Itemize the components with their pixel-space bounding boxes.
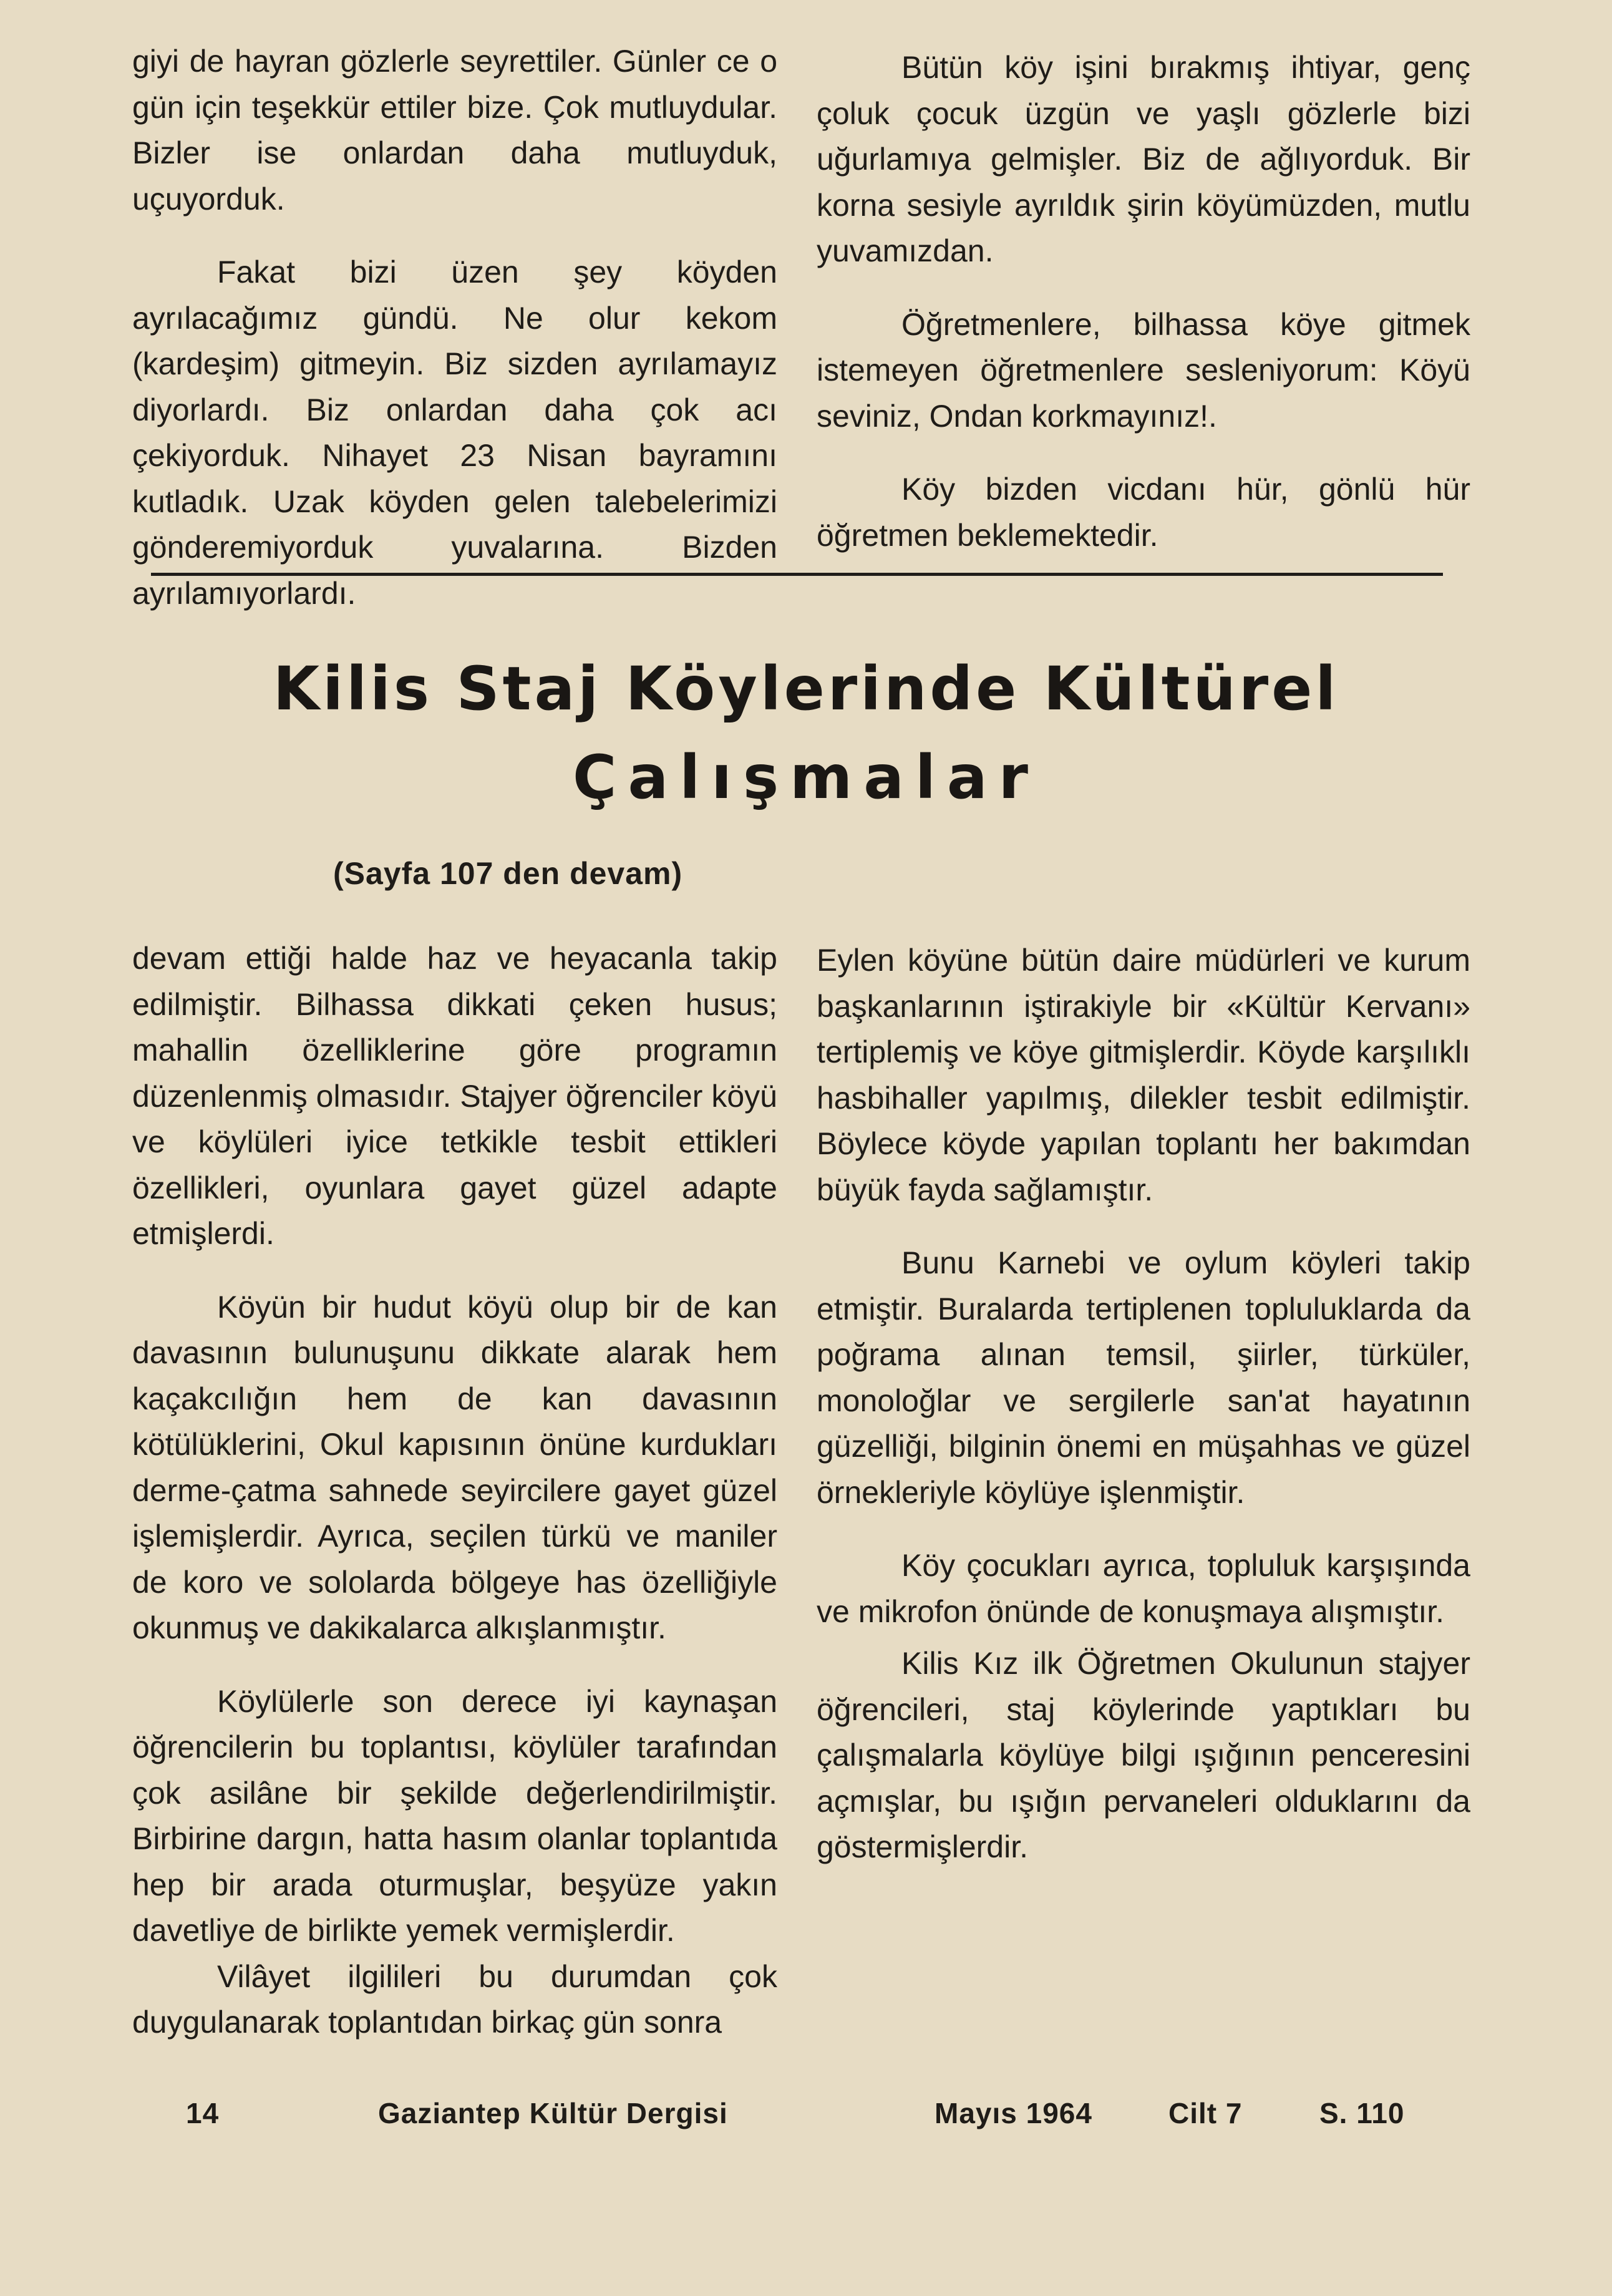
paragraph: Köyün bir hudut köyü olup bir de kan davasının bulunuşunu dikkate alarak hem kaçakcılığın hem de kan davasının kötülüklerini, Okul kapısının önüne kurdukları derme-çatma sahnede seyircilere gayet güzel işlemişlerdir. Ayrıca, seçilen türkü ve maniler de koro ve sololarda bölgeye has özelliğiyle okunmuş ve dakikalarca alkışlanmıştır. [132, 1289, 777, 1645]
paragraph: Vilâyet ilgilileri bu durumdan çok duygulanarak toplantıdan birkaç gün sonra [132, 1958, 777, 2040]
paragraph: Eylen köyüne bütün daire müdürleri ve kurum başkanlarının iştirakiyle bir «Kültür Kervanı» tertiplemiş ve köye gitmişlerdir. Köyde karşılıklı hasbihaller yapılmış, dilekler tesbit edilmiştir. Böylece köyde yapılan toplantı her bakımdan büyük fayda sağlamıştır. [817, 943, 1470, 1207]
section-divider-left [151, 573, 799, 576]
top-left-column [132, 39, 777, 616]
paragraph: Fakat bizi üzen şey köyden ayrılacağımız gündü. Ne olur kekom (kardeşim) gitmeyin. Biz sizden ayrılamayız diyorlardı. Biz onlardan daha çok acı çekiyorduk. Nihayet 23 Nisan bayramını kutladık. Uzak köyden gelen talebelerimizi gönderemiyorduk yuvalarına. Bizden ayrılamıyorlardı. [132, 255, 777, 611]
paragraph: devam ettiği halde haz ve heyacanla takip edilmiştir. Bilhassa dikkati çeken husus; mahallin özelliklerine göre programın düzenlenmiş olmasıdır. Stajyer öğrenciler köyü ve köylüleri iyice tetkikle tesbit ettikleri özellikleri, oyunlara gayet güzel adapte etmişlerdi. [132, 941, 777, 1251]
top-right-column [817, 45, 1470, 558]
paragraph: Kilis Kız ilk Öğretmen Okulunun stajyer öğrencileri, staj köylerinde yaptıkları bu çalışmalarla köylüye bilgi ışığının penceresini açmışlar, bu ışığın pervaneleri olduklarını da göstermişlerdir. [817, 1646, 1470, 1864]
paragraph: giyi de hayran gözlerle seyrettiler. Günler ce o gün için teşekkür ettiler bize. Çok mutluydular. Bizler ise onlardan daha mutluyduk, uçuyorduk. [132, 44, 777, 216]
paragraph: Köylülerle son derece iyi kaynaşan öğrencilerin bu toplantısı, köylüler tarafından çok asilâne bir şekilde değerlendirilmiştir. Birbirine dargın, hatta hasım olanlar toplantıda hep bir arada oturmuşlar, beşyüze yakın davetliye de birlikte yemek vermişlerdir. [132, 1683, 777, 1948]
footer-journal-name: Gaziantep Kültür Dergisi [378, 2097, 728, 2129]
article-title-line-2: Çalışmalar [572, 742, 1040, 812]
article-title-line-1: Kilis Staj Köylerinde Kültürel [273, 654, 1339, 724]
paragraph: Bunu Karnebi ve oylum köyleri takip etmiştir. Buralarda tertiplenen topluluklarda da poğrama alınan temsil, şiirler, türküler, monoloğlar ve sergilerle san'at hayatının güzelliği, bilginin önemi en müşahhas ve güzel örnekleriyle köylüye işlenmiştir. [817, 1245, 1470, 1510]
footer-volume: Cilt 7 [1168, 2097, 1243, 2129]
footer-date: Mayıs 1964 [935, 2097, 1092, 2129]
paragraph: Öğretmenlere, bilhassa köye gitmek istemeyen öğretmenlere sesleniyorum: Köyü seviniz, Ondan korkmayınız!. [817, 306, 1470, 434]
continued-from-note: (Sayfa 107 den devam) [333, 856, 683, 891]
paragraph: Köy bizden vicdanı hür, gönlü hür öğretmen beklemektedir. [817, 472, 1470, 553]
section-divider-right [797, 573, 1443, 576]
bottom-left-column [132, 936, 777, 2046]
bottom-right-column [817, 938, 1470, 1870]
footer-page-number: 14 [186, 2097, 220, 2129]
footer-issue: S. 110 [1319, 2097, 1405, 2129]
paragraph: Bütün köy işini bırakmış ihtiyar, genç çoluk çocuk üzgün ve yaşlı gözlerle bizi uğurlamıya gelmişler. Biz de ağlıyorduk. Bir korna sesiyle ayrıldık şirin köyümüzden, mutlu yuvamızdan. [817, 50, 1470, 268]
paragraph: Köy çocukları ayrıca, topluluk karşışında ve mikrofon önünde de konuşmaya alışmıştır. [817, 1548, 1470, 1629]
